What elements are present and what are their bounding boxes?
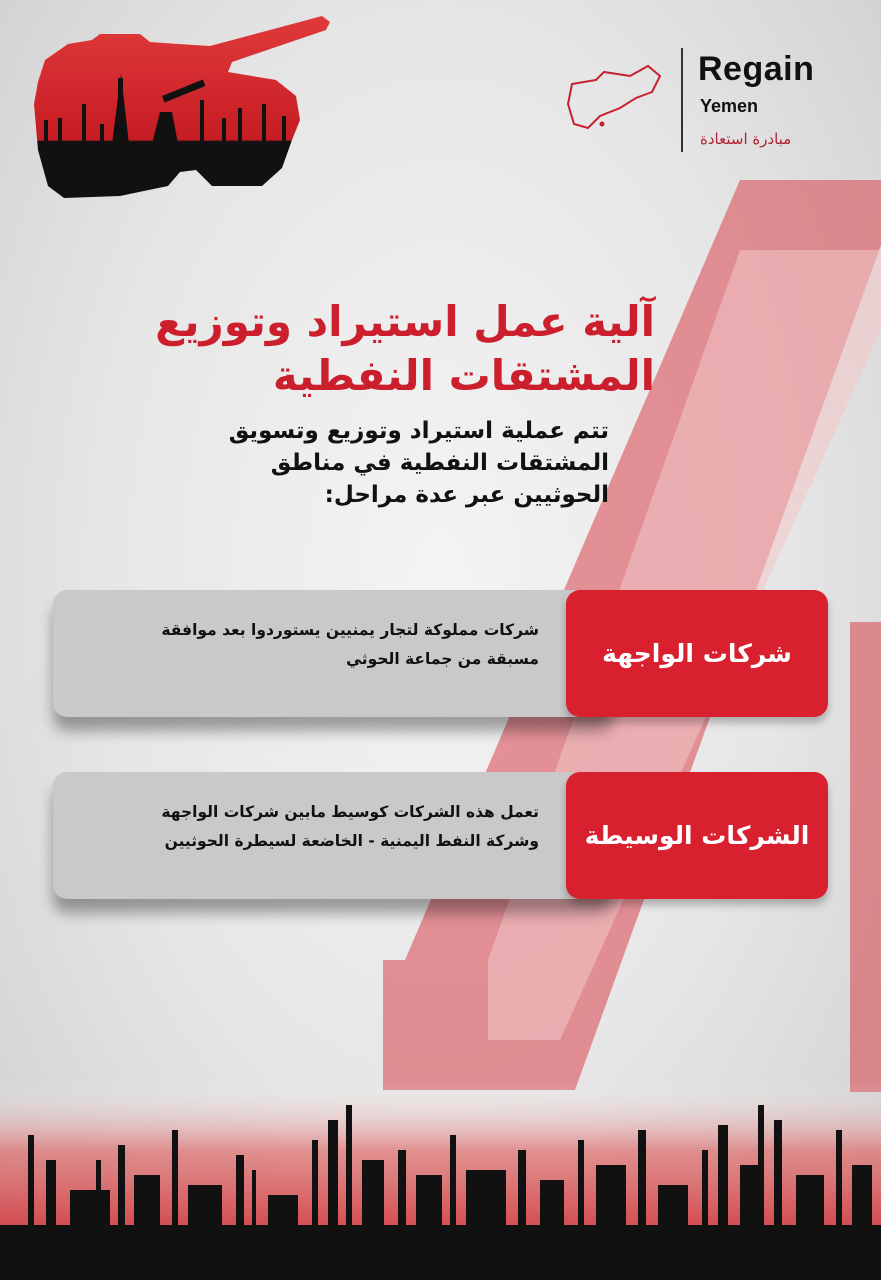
stage-description-box [53,772,613,899]
stage-label: شركات الواجهة [602,639,792,668]
refinery-skyline-icon [0,1080,881,1280]
logo-name-line1: Regain [698,50,815,88]
stage-description-line-1: تعمل هذه الشركات كوسيط مابين شركات الواجهة [161,803,539,821]
stage-label: الشركات الوسيطة [584,821,810,850]
stage-description-line-1: شركات مملوكة لتجار يمنيين يستوردوا بعد موافقة [161,621,539,639]
title-line-1: آلية عمل استيراد وتوزيع [155,297,655,346]
title-line-2: المشتقات النفطية [272,351,655,400]
page-title [95,295,655,403]
intro-line-2: المشتقات النفطية في مناطق [270,450,609,476]
stage-label-box [566,772,828,899]
logo-arabic-tagline: مبادرة استعادة [700,130,792,148]
stage-description [77,798,539,856]
logo-divider [681,48,683,152]
logo-name-line2: Yemen [700,96,759,116]
tank-silhouette-icon [34,16,330,198]
stage-description [77,616,539,674]
yemen-map-icon [568,66,660,128]
intro-paragraph [49,415,609,511]
stage-description-line-2: وشركة النفط اليمنية - الخاضعة لسيطرة الحوثيين [164,832,539,850]
intro-line-1: تتم عملية استيراد وتوزيع وتسويق [228,418,609,444]
stage-description-line-2: مسبقة من جماعة الحوثي [346,650,539,668]
stage-description-box [53,590,613,717]
stage-card-front-companies [53,590,828,717]
stage-label-box [566,590,828,717]
intro-line-3: الحوثيين عبر عدة مراحل: [324,482,609,508]
stage-card-intermediary-companies [53,772,828,899]
